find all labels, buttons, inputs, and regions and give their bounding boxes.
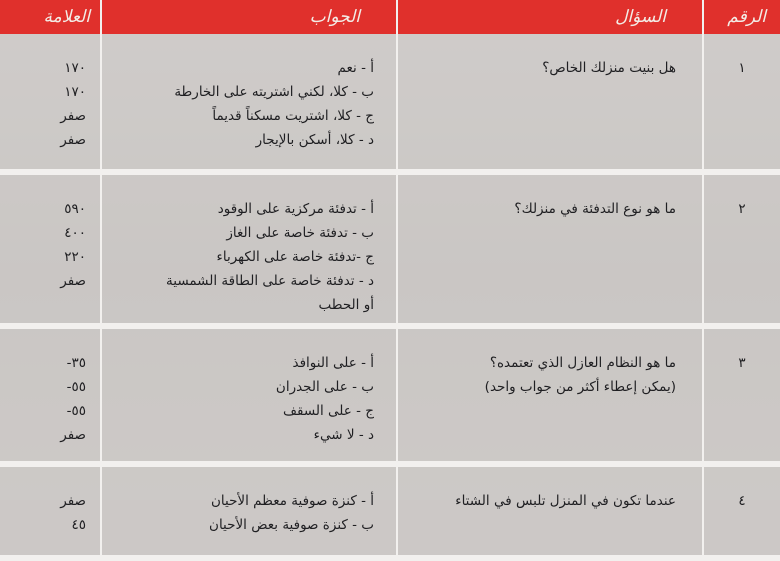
row-number: ٤ xyxy=(703,464,780,558)
answers-cell xyxy=(101,464,397,558)
answer-option: ب - تدفئة خاصة على الغاز xyxy=(226,225,374,241)
score-value: صفر xyxy=(60,273,86,289)
score-value: ١٧٠ xyxy=(64,60,86,76)
table-row xyxy=(0,464,780,558)
answer-option: أ - على النوافذ xyxy=(292,355,374,371)
score-value: ٤٥ xyxy=(71,517,86,533)
score-value: صفر xyxy=(60,493,86,509)
table-row xyxy=(0,326,780,464)
answers-cell xyxy=(101,326,397,464)
header-score: العلامة xyxy=(0,0,101,34)
header-answer: الجواب xyxy=(101,0,397,34)
answers-cell xyxy=(101,34,397,172)
answer-option: ب - على الجدران xyxy=(275,379,374,395)
scores-cell xyxy=(0,326,101,464)
answer-option: أ - كنزة صوفية معظم الأحيان xyxy=(210,493,374,509)
score-value: ٣٥- xyxy=(66,355,86,371)
row-number: ١ xyxy=(703,34,780,172)
answer-option: أ - تدفئة مركزية على الوقود xyxy=(217,201,374,217)
question-note: (يمكن إعطاء أكثر من جواب واحد) xyxy=(484,379,676,395)
score-value: ٢٢٠ xyxy=(64,249,86,265)
row-number: ٢ xyxy=(703,172,780,326)
scores-cell xyxy=(0,34,101,172)
answer-option: أ - نعم xyxy=(337,60,374,76)
answer-option: ب - كنزة صوفية بعض الأحيان xyxy=(209,517,374,533)
answers-cell xyxy=(101,172,397,326)
score-value: ٥٥- xyxy=(66,379,86,395)
question-cell xyxy=(397,172,703,326)
answer-option: ب - كلا، لكني اشتريته على الخارطة xyxy=(174,84,374,100)
header-number: الرقم xyxy=(703,0,780,34)
question-text: ما هو نوع التدفئة في منزلك؟ xyxy=(514,201,676,217)
table-row xyxy=(0,172,780,326)
scores-cell xyxy=(0,464,101,558)
header-question: السؤال xyxy=(397,0,703,34)
question-text: عندما تكون في المنزل تلبس في الشتاء xyxy=(455,493,676,509)
score-value: صفر xyxy=(60,132,86,148)
question-cell xyxy=(397,326,703,464)
question-text: هل بنيت منزلك الخاص؟ xyxy=(542,60,676,76)
answer-option: د - تدفئة خاصة على الطاقة الشمسية xyxy=(166,273,374,289)
question-text: ما هو النظام العازل الذي تعتمده؟ xyxy=(489,355,676,371)
question-cell xyxy=(397,464,703,558)
answer-option: د - كلا، أسكن بالإيجار xyxy=(255,132,374,148)
score-value: صفر xyxy=(60,108,86,124)
answer-option: أو الحطب xyxy=(318,297,374,313)
table-header-row xyxy=(0,0,780,34)
answer-option: ج -تدفئة خاصة على الكهرباء xyxy=(216,249,374,265)
table-row xyxy=(0,34,780,172)
score-value: ٥٥- xyxy=(66,403,86,419)
score-value: ١٧٠ xyxy=(64,84,86,100)
answer-option: ج - كلا، اشتريت مسكناً قديماً xyxy=(212,108,374,124)
question-cell xyxy=(397,34,703,172)
scores-cell xyxy=(0,172,101,326)
score-value: ٥٩٠ xyxy=(64,201,86,217)
row-number: ٣ xyxy=(703,326,780,464)
answer-option: ج - على السقف xyxy=(283,403,374,419)
score-value: صفر xyxy=(60,427,86,443)
score-value: ٤٠٠ xyxy=(64,225,86,241)
answer-option: د - لا شيء xyxy=(313,427,374,443)
